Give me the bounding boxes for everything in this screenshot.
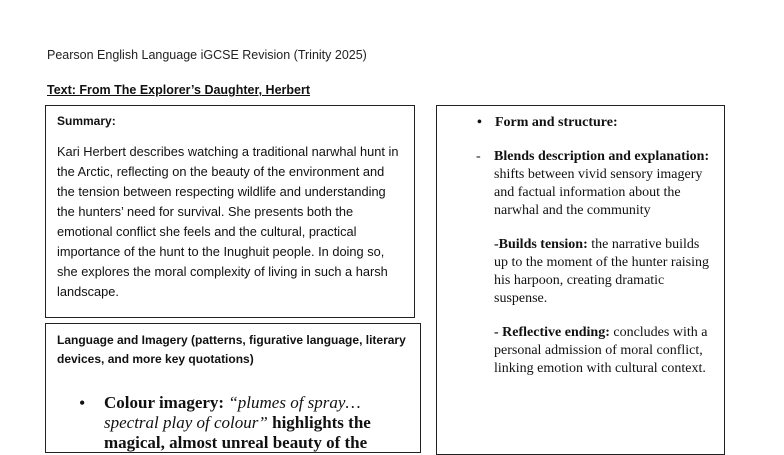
form-heading-label: Form and structure: — [495, 115, 618, 130]
form-item-term: Blends description and explanation: — [494, 149, 710, 164]
form-heading-marker: • — [477, 115, 482, 130]
form-item-term: - Reflective ending: — [494, 325, 610, 340]
language-heading: Language and Imagery (patterns, figurative language, literary devices, and more key quotations) — [57, 333, 406, 366]
course-header: Pearson English Language iGCSE Revision (Trinity 2025) — [47, 48, 367, 62]
summary-heading: Summary: — [57, 114, 116, 128]
bullet-marker: • — [79, 393, 86, 413]
colour-imagery-bullet — [57, 393, 409, 453]
form-item-text: concludes with a personal admission of moral conflict, linking emotion with cultural context. — [494, 325, 708, 376]
form-item-marker: - — [476, 149, 481, 164]
form-heading — [447, 114, 714, 132]
form-item — [447, 148, 714, 220]
language-imagery-box — [45, 323, 421, 453]
form-item-text: the narrative builds up to the moment of the hunter raising his harpoon, creating dramatic suspense. — [494, 237, 710, 306]
bullet-quote: “plumes of spray… spectral play of colour” — [104, 393, 361, 432]
bullet-rest: magical, almost unreal beauty of the — [104, 433, 368, 452]
text-title: Text: From The Explorer’s Daughter, Herbert — [47, 83, 311, 97]
bullet-highlight: highlights the — [272, 413, 371, 432]
bullet-term: Colour imagery: — [104, 393, 225, 412]
form-item-term: -Builds tension: — [494, 237, 588, 252]
form-item — [447, 324, 714, 378]
summary-box — [45, 105, 415, 318]
form-structure-box — [436, 105, 725, 455]
form-item — [447, 236, 714, 308]
form-item-text: shifts between vivid sensory imagery and factual information about the narwhal and the community — [494, 167, 703, 218]
summary-body: Kari Herbert describes watching a traditional narwhal hunt in the Arctic, reflecting on the beauty of the environment and the tension between respecting wildlife and understanding the hunters’ need for survival. She presents both the emotional conflict she feels and the cultural, practical importance of the hunt to the Inughuit people. In doing so, she explores the moral complexity of living in such a harsh landscape. — [57, 144, 399, 299]
